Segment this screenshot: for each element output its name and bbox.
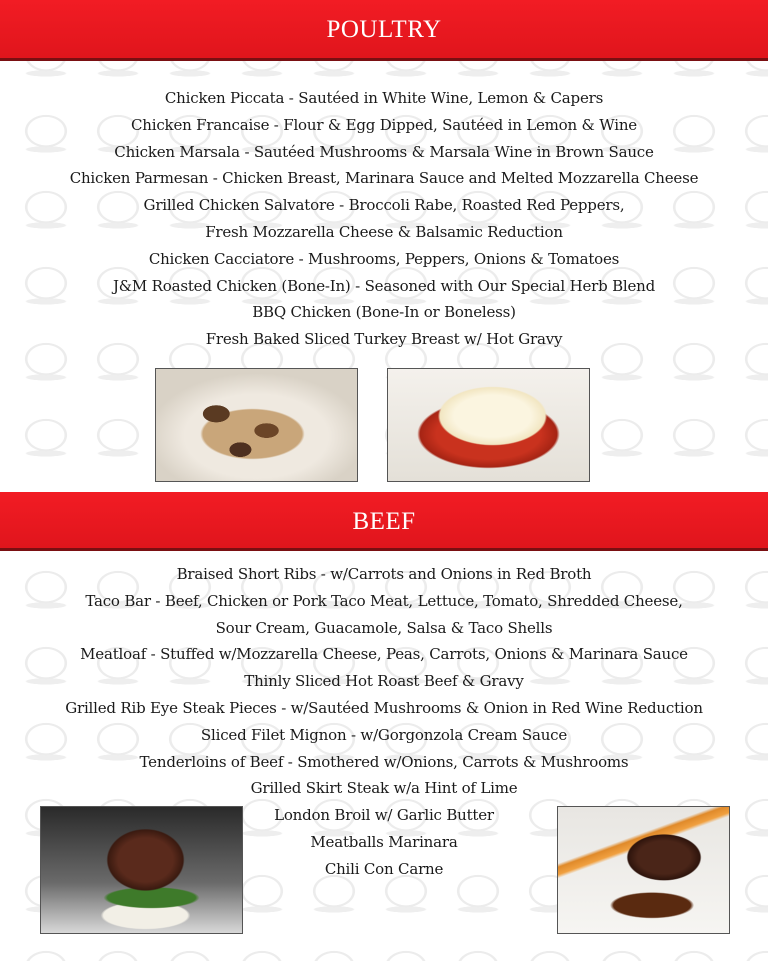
menu-item: Chicken Marsala - Sautéed Mushrooms & Marsala Wine in Brown Sauce [114, 142, 654, 161]
filet-mignon-photo [40, 806, 243, 934]
menu-item: Thinly Sliced Hot Roast Beef & Gravy [244, 672, 524, 691]
menu-item: Fresh Mozzarella Cheese & Balsamic Reduction [205, 222, 563, 241]
chicken-marsala-photo [155, 368, 358, 482]
menu-item: Meatballs Marinara [310, 832, 458, 851]
menu-item: Meatloaf - Stuffed w/Mozzarella Cheese, Peas, Carrots, Onions & Marinara Sauce [80, 645, 688, 664]
poultry-menu-list [0, 85, 768, 353]
menu-item: Chicken Francaise - Flour & Egg Dipped, Sautéed in Lemon & Wine [131, 115, 637, 134]
menu-item: London Broil w/ Garlic Butter [274, 806, 494, 825]
menu-item: Chicken Cacciatore - Mushrooms, Peppers, Onions & Tomatoes [148, 249, 620, 268]
menu-item: Taco Bar - Beef, Chicken or Pork Taco Meat, Lettuce, Tomato, Shredded Cheese, [85, 591, 683, 610]
menu-item: Grilled Skirt Steak w/a Hint of Lime [250, 779, 518, 798]
chicken-parmesan-photo [387, 368, 590, 482]
menu-item: Grilled Chicken Salvatore - Broccoli Rabe, Roasted Red Peppers, [143, 196, 625, 215]
menu-item: Braised Short Ribs - w/Carrots and Onions in Red Broth [176, 565, 592, 583]
menu-item: Grilled Rib Eye Steak Pieces - w/Sautéed Mushrooms & Onion in Red Wine Reduction [65, 698, 703, 717]
menu-item: Chicken Parmesan - Chicken Breast, Marinara Sauce and Melted Mozzarella Cheese [69, 169, 699, 188]
menu-item: J&M Roasted Chicken (Bone-In) - Seasoned with Our Special Herb Blend [112, 276, 656, 295]
beef-heading: BEEF [352, 508, 416, 535]
menu-item: Tenderloins of Beef - Smothered w/Onions, Carrots & Mushrooms [139, 752, 629, 771]
poultry-section-header [0, 0, 768, 61]
menu-item: Fresh Baked Sliced Turkey Breast w/ Hot Gravy [205, 330, 563, 349]
menu-item: Chicken Piccata - Sautéed in White Wine, Lemon & Capers [164, 89, 604, 107]
beef-section-header [0, 492, 768, 551]
poultry-heading: POULTRY [326, 16, 442, 43]
short-ribs-photo [557, 806, 730, 934]
menu-item: Chili Con Carne [324, 859, 444, 878]
menu-item: Sour Cream, Guacamole, Salsa & Taco Shells [215, 618, 553, 637]
menu-item: BBQ Chicken (Bone-In or Boneless) [252, 303, 516, 322]
menu-item: Sliced Filet Mignon - w/Gorgonzola Cream Sauce [200, 725, 568, 744]
